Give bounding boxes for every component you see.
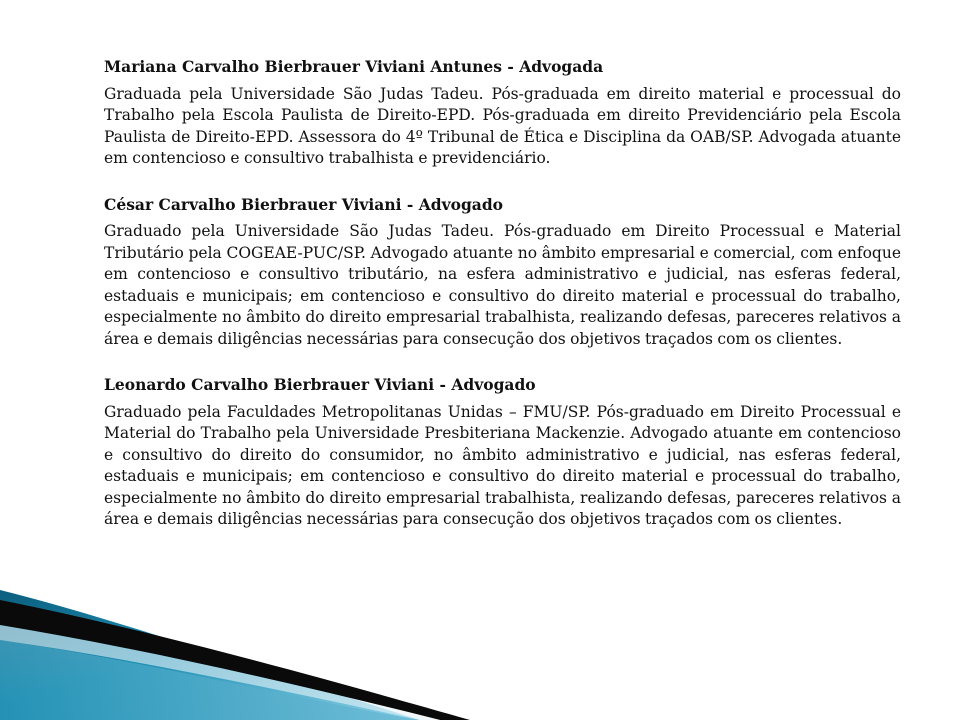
bio-description: Graduada pela Universidade São Judas Tadeu. Pós-graduada em direito material e processual do Trabalho pela Escola Paulista de Direito-EPD. Pós-graduada em direito Previdenciário pela Escola Paulista de Direito-EPD. Assessora do 4º Tribunal de Ética e Disciplina da OAB/SP. Advogada atuante em contencioso e consultivo trabalhista e previdenciário. — [104, 84, 901, 167]
bottom-wave-decoration — [0, 580, 960, 720]
bio-mariana — [104, 56, 901, 170]
bio-description: Graduado pela Universidade São Judas Tadeu. Pós-graduado em Direito Processual e Material Tributário pela COGEAE-PUC/SP. Advogado atuante no âmbito empresarial e comercial, com enfoque em contencioso e consultivo tributário, na esfera administrativo e judicial, nas esferas federal, estaduais e municipais; em contencioso e consultivo do direito material e processual do trabalho, especialmente no âmbito do direito empresarial trabalhista, realizando defesas, pareceres relativos a área e demais diligências necessárias para consecução dos objetivos traçados com os clientes. — [104, 222, 901, 348]
bio-name: Leonardo Carvalho Bierbrauer Viviani - Advogado — [104, 375, 536, 394]
bio-description: Graduado pela Faculdades Metropolitanas Unidas – FMU/SP. Pós-graduado em Direito Processual e Material do Trabalho pela Universidade Presbiteriana Mackenzie. Advogado atuante em contencioso e consultivo do direito do consumidor, no âmbito administrativo e judicial, nas esferas federal, estaduais e municipais; em contencioso e consultivo do direito material e processual do trabalho, especialmente no âmbito do direito empresarial trabalhista, realizando defesas, pareceres relativos a área e demais diligências necessárias para consecução dos objetivos traçados com os clientes. — [104, 402, 901, 528]
bio-name: Mariana Carvalho Bierbrauer Viviani Antunes - Advogada — [104, 57, 604, 76]
bio-leonardo — [104, 374, 901, 531]
slide-content — [104, 56, 901, 555]
bio-cesar — [104, 194, 901, 351]
bio-name: César Carvalho Bierbrauer Viviani - Advogado — [104, 194, 504, 214]
